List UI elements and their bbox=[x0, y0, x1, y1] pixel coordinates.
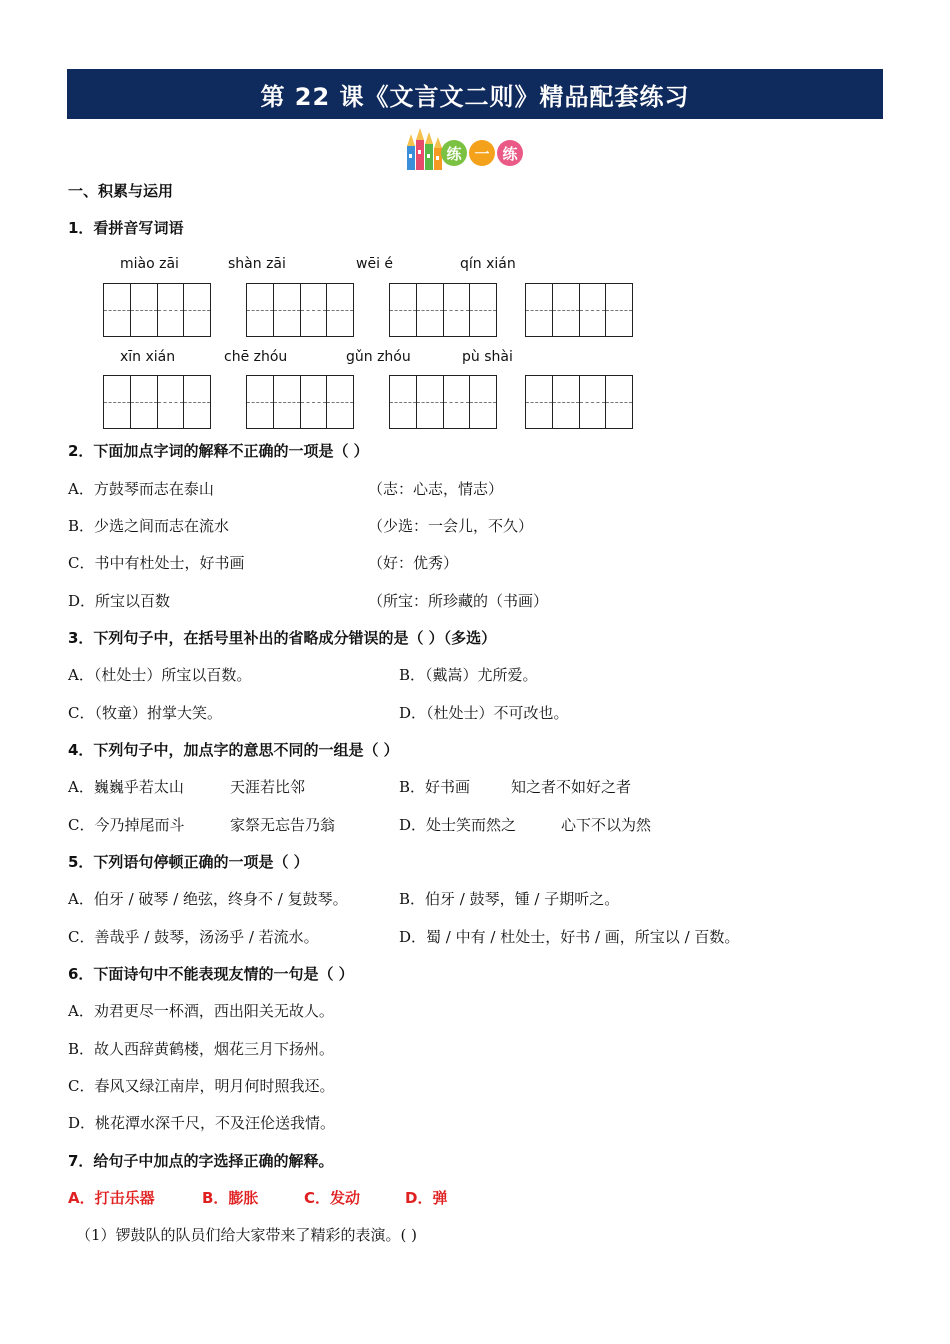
q2-option-b: B．少选之间而志在流水 bbox=[68, 517, 230, 535]
q2-option-d-note: （所宝：所珍藏的（书画） bbox=[368, 592, 549, 610]
q2-title: 2．下面加点字词的解释不正确的一项是（ ） bbox=[68, 442, 369, 460]
q3-option-a: A．（杜处士）所宝以百数。 bbox=[68, 666, 252, 684]
q2-option-a: A．方鼓琴而志在泰山 bbox=[68, 480, 214, 498]
q4-option-d: D．处士笑而然之 bbox=[399, 816, 517, 834]
page-title-banner bbox=[67, 69, 883, 119]
q2-option-c: C．书中有杜处士，好书画 bbox=[68, 554, 245, 572]
writing-grid[interactable] bbox=[525, 283, 633, 337]
q4-option-a-pair: 天涯若比邻 bbox=[230, 778, 306, 796]
q3-option-d: D．（杜处士）不可改也。 bbox=[399, 704, 569, 722]
q3-title: 3．下列句子中，在括号里补出的省略成分错误的是（ ）（多选） bbox=[68, 629, 497, 647]
writing-grid[interactable] bbox=[103, 375, 211, 429]
q6-title: 6．下面诗句中不能表现友情的一句是（ ） bbox=[68, 965, 354, 983]
q3-option-c: C．（牧童）拊掌大笑。 bbox=[68, 704, 222, 722]
q4-option-c-pair: 家祭无忘告乃翁 bbox=[230, 816, 336, 834]
q4-option-a: A．巍巍乎若太山 bbox=[68, 778, 184, 796]
q4-option-d-pair: 心下不以为然 bbox=[561, 816, 652, 834]
badge-char-1: 练 bbox=[441, 140, 467, 166]
pinyin: shàn zāi bbox=[228, 256, 286, 272]
q2-option-c-note: （好：优秀） bbox=[368, 554, 459, 572]
q7-title: 7．给句子中加点的字选择正确的解释。 bbox=[68, 1152, 334, 1170]
pinyin: qín xián bbox=[460, 256, 516, 272]
q7-choice-a: A．打击乐器 bbox=[68, 1189, 155, 1207]
writing-grid[interactable] bbox=[525, 375, 633, 429]
pinyin: xīn xián bbox=[120, 349, 176, 365]
writing-grid[interactable] bbox=[246, 375, 354, 429]
q4-title: 4．下列句子中，加点字的意思不同的一组是（ ） bbox=[68, 741, 399, 759]
writing-grid[interactable] bbox=[246, 283, 354, 337]
q6-option-a: A．劝君更尽一杯酒，西出阳关无故人。 bbox=[68, 1002, 334, 1020]
q7-choice-c: C．发动 bbox=[304, 1189, 361, 1207]
pinyin: wēi é bbox=[356, 256, 394, 272]
pinyin: chē zhóu bbox=[224, 349, 288, 365]
q6-option-b: B．故人西辞黄鹤楼，烟花三月下扬州。 bbox=[68, 1040, 335, 1058]
q5-option-c: C．善哉乎 / 鼓琴，汤汤乎 / 若流水。 bbox=[68, 928, 319, 946]
writing-grid[interactable] bbox=[389, 283, 497, 337]
q2-option-a-note: （志：心志，情志） bbox=[368, 480, 504, 498]
q7-choice-d: D．弹 bbox=[405, 1189, 448, 1207]
section-heading: 一、积累与运用 bbox=[68, 182, 174, 200]
q3-option-b: B．（戴嵩）尤所爱。 bbox=[399, 666, 538, 684]
q4-option-b-pair: 知之者不如好之者 bbox=[511, 778, 632, 796]
q1-title: 1．看拼音写词语 bbox=[68, 219, 184, 237]
q6-option-c: C．春风又绿江南岸，明月何时照我还。 bbox=[68, 1077, 335, 1095]
writing-grid[interactable] bbox=[389, 375, 497, 429]
practice-badge bbox=[405, 128, 535, 172]
q4-option-c: C．今乃掉尾而斗 bbox=[68, 816, 185, 834]
pencil-house-icon bbox=[405, 128, 445, 172]
q5-option-b: B．伯牙 / 鼓琴，锺 / 子期听之。 bbox=[399, 890, 620, 908]
q5-option-d: D．蜀 / 中有 / 杜处士，好书 / 画，所宝以 / 百数。 bbox=[399, 928, 740, 946]
pinyin: miào zāi bbox=[120, 256, 179, 272]
q7-choice-b: B．膨胀 bbox=[202, 1189, 259, 1207]
q5-option-a: A．伯牙 / 破琴 / 绝弦，终身不 / 复鼓琴。 bbox=[68, 890, 348, 908]
q2-option-d: D．所宝以百数 bbox=[68, 592, 171, 610]
pinyin: gǔn zhóu bbox=[346, 349, 411, 365]
q4-option-b: B．好书画 bbox=[399, 778, 471, 796]
q6-option-d: D．桃花潭水深千尺，不及汪伦送我情。 bbox=[68, 1114, 336, 1132]
q7-item-1: （1）锣鼓队的队员们给大家带来了精彩的表演。( ) bbox=[76, 1226, 418, 1244]
writing-grid[interactable] bbox=[103, 283, 211, 337]
pinyin: pù shài bbox=[462, 349, 513, 365]
badge-char-2: 一 bbox=[469, 140, 495, 166]
q2-option-b-note: （少选：一会儿，不久） bbox=[368, 517, 534, 535]
badge-char-3: 练 bbox=[497, 140, 523, 166]
q5-title: 5．下列语句停顿正确的一项是（ ） bbox=[68, 853, 309, 871]
page-title: 第 22 课《文言文二则》精品配套练习 bbox=[260, 82, 690, 111]
